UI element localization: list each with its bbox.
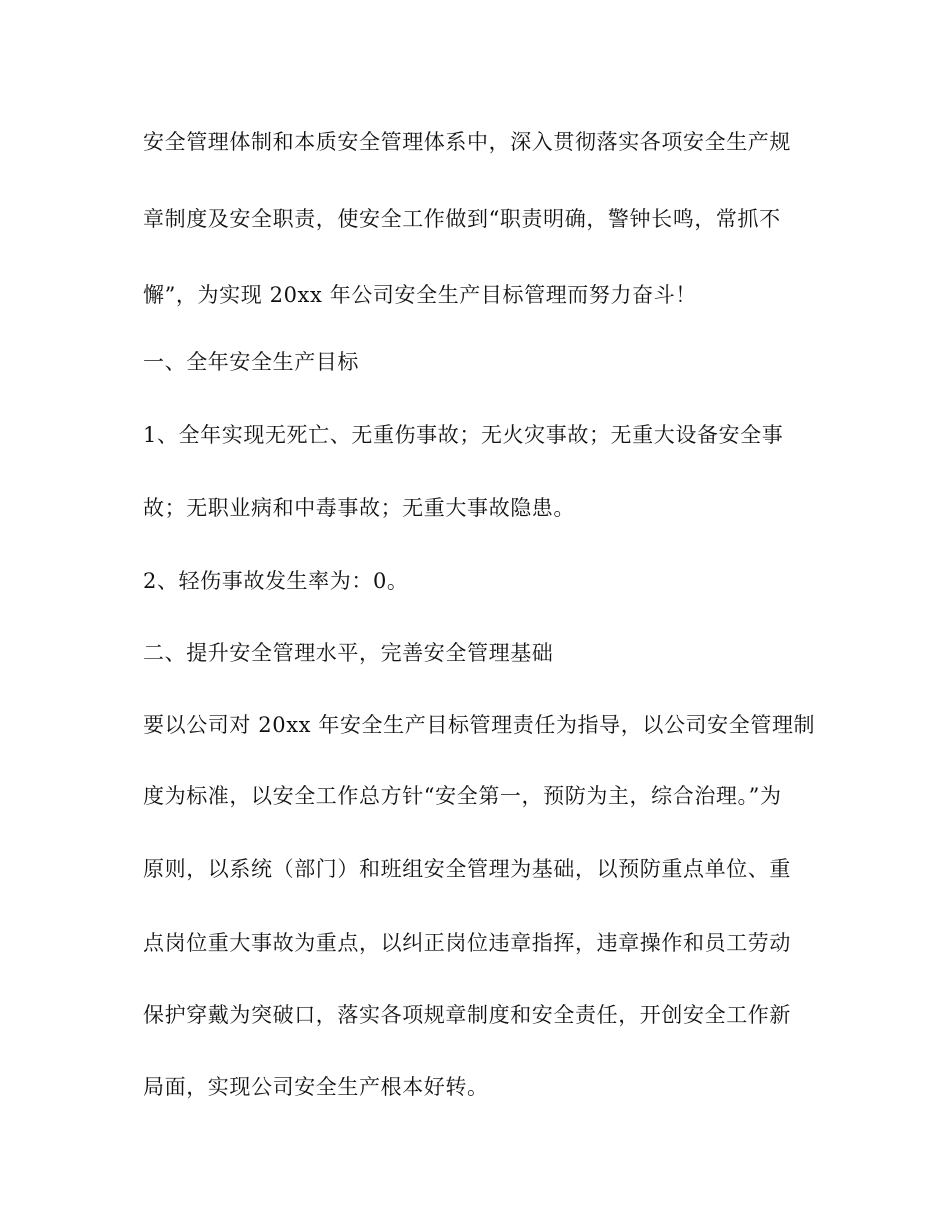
paragraph-line: 局面，实现公司安全生产根本好转。 (143, 1075, 489, 1099)
list-item-continuation: 故；无职业病和中毒事故；无重大事故隐患。 (143, 496, 575, 520)
list-item: 1、全年实现无死亡、无重伤事故；无火灾事故；无重大设备安全事 (143, 423, 784, 447)
paragraph-line: 章制度及安全职责，使安全工作做到“职责明确，警钟长鸣，常抓不 (143, 207, 781, 231)
list-item: 2、轻伤事故发生率为：0。 (143, 569, 409, 593)
paragraph-line: 安全管理体制和本质安全管理体系中，深入贯彻落实各项安全生产规 (143, 130, 791, 154)
paragraph-line: 原则，以系统（部门）和班组安全管理为基础，以预防重点单位、重 (143, 857, 791, 881)
section-heading: 一、全年安全生产目标 (143, 350, 359, 374)
section-heading: 二、提升安全管理水平，完善安全管理基础 (143, 641, 554, 665)
paragraph-line: 度为标准，以安全工作总方针“安全第一，预防为主，综合治理。”为 (143, 784, 782, 808)
paragraph-line: 保护穿戴为突破口，落实各项规章制度和安全责任，开创安全工作新 (143, 1003, 791, 1027)
paragraph-line: 要以公司对 20xx 年安全生产目标管理责任为指导，以公司安全管理制 (143, 713, 816, 737)
paragraph-line: 懈”，为实现 20xx 年公司安全生产目标管理而努力奋斗！ (143, 283, 697, 307)
paragraph-line: 点岗位重大事故为重点，以纠正岗位违章指挥，违章操作和员工劳动 (143, 931, 791, 955)
